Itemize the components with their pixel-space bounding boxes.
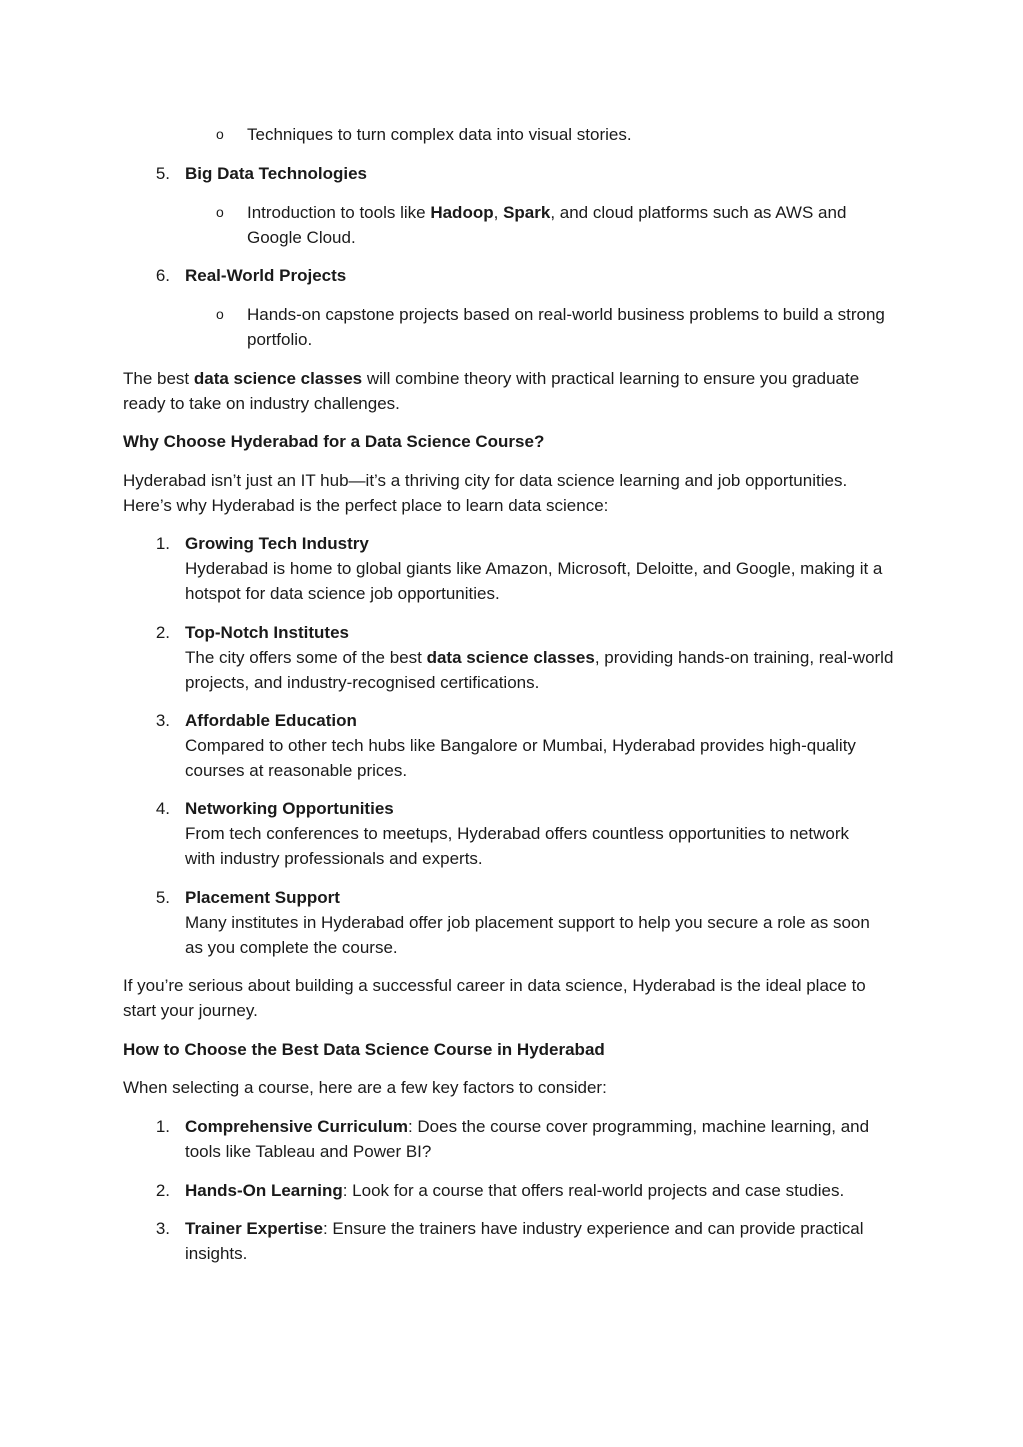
factor-item-curriculum: Comprehensive Curriculum: Does the course cover programming, machine learning, and <box>185 1117 870 1136</box>
list-number: 2. <box>155 1181 170 1200</box>
list-item-text: From tech conferences to meetups, Hyderabad offers countless opportunities to network <box>185 824 849 843</box>
list-number: 2. <box>155 623 170 642</box>
list-item-text: Compared to other tech hubs like Bangalore or Mumbai, Hyderabad provides high-quality <box>185 736 856 755</box>
factor-item-trainer: Trainer Expertise: Ensure the trainers have industry experience and can provide practical <box>185 1219 864 1238</box>
sub-bullet-marker: o <box>216 306 224 322</box>
list-item-text: projects, and industry-recognised certifications. <box>185 673 540 692</box>
sub-item-capstone: Hands-on capstone projects based on real-world business problems to build a strong <box>247 305 885 324</box>
list-item-title-growing-tech: Growing Tech Industry <box>185 534 369 553</box>
sub-item-big-data-tools-line2: Google Cloud. <box>247 228 356 247</box>
list-number: 4. <box>155 799 170 818</box>
list-item-title-networking: Networking Opportunities <box>185 799 394 818</box>
paragraph-best-classes-line2: ready to take on industry challenges. <box>123 394 400 413</box>
sub-item-capstone-line2: portfolio. <box>247 330 313 349</box>
sub-bullet-marker: o <box>216 126 224 142</box>
sub-item-visual-stories: Techniques to turn complex data into visual stories. <box>247 125 632 144</box>
list-number: 3. <box>155 711 170 730</box>
list-item-title-affordable: Affordable Education <box>185 711 357 730</box>
list-number: 1. <box>155 534 170 553</box>
list-item-title-top-notch: Top-Notch Institutes <box>185 623 349 642</box>
list-item-text: Hyderabad is home to global giants like Amazon, Microsoft, Deloitte, and Google, making it a <box>185 559 883 578</box>
list-number: 3. <box>155 1219 170 1238</box>
list-number: 5. <box>155 888 170 907</box>
paragraph-best-classes: The best data science classes will combine theory with practical learning to ensure you graduate <box>123 369 860 388</box>
paragraph-selecting: When selecting a course, here are a few key factors to consider: <box>123 1078 607 1097</box>
list-item-title-real-world: Real-World Projects <box>185 266 347 285</box>
list-number: 6. <box>155 266 170 285</box>
paragraph-serious: If you’re serious about building a successful career in data science, Hyderabad is the ideal place to <box>123 976 866 995</box>
factor-item-curriculum-line2: tools like Tableau and Power BI? <box>185 1142 432 1161</box>
list-item-text: with industry professionals and experts. <box>185 849 483 868</box>
list-item-text: The city offers some of the best data science classes, providing hands-on training, real-world <box>185 648 894 667</box>
list-item-text: as you complete the course. <box>185 938 398 957</box>
sub-item-big-data-tools: Introduction to tools like Hadoop, Spark, and cloud platforms such as AWS and <box>247 203 847 222</box>
list-number: 5. <box>155 164 170 183</box>
list-item-text: Many institutes in Hyderabad offer job placement support to help you secure a role as soon <box>185 913 870 932</box>
list-number: 1. <box>155 1117 170 1136</box>
heading-why-hyderabad: Why Choose Hyderabad for a Data Science Course? <box>123 432 545 451</box>
factor-item-trainer-line2: insights. <box>185 1244 248 1263</box>
sub-bullet-marker: o <box>216 204 224 220</box>
paragraph-serious-line2: start your journey. <box>123 1001 258 1020</box>
factor-item-hands-on: Hands-On Learning: Look for a course that offers real-world projects and case studies. <box>185 1181 845 1200</box>
list-item-text: hotspot for data science job opportunities. <box>185 584 500 603</box>
list-item-text: courses at reasonable prices. <box>185 761 408 780</box>
list-item-title-placement: Placement Support <box>185 888 340 907</box>
paragraph-it-hub: Hyderabad isn’t just an IT hub—it’s a thriving city for data science learning and job opportunities. <box>123 471 848 490</box>
paragraph-it-hub-line2: Here’s why Hyderabad is the perfect place to learn data science: <box>123 496 609 515</box>
list-item-title-big-data: Big Data Technologies <box>185 164 367 183</box>
heading-how-to-choose: How to Choose the Best Data Science Course in Hyderabad <box>123 1040 605 1059</box>
